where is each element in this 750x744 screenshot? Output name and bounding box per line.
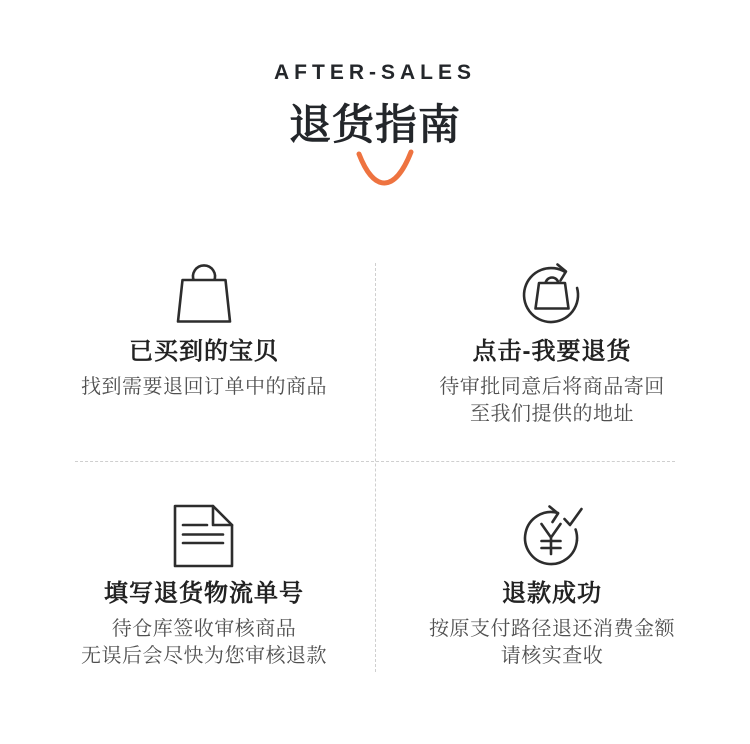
step-click-return — [376, 228, 750, 428]
step-title: 已买到的宝贝 — [129, 338, 279, 365]
orange-chevron-down-icon — [353, 149, 417, 191]
step-title: 填写退货物流单号 — [104, 580, 304, 607]
step-desc-line: 至我们提供的地址 — [470, 403, 634, 425]
step-desc-line: 待审批同意后将商品寄回 — [439, 376, 665, 398]
step-refund-success — [376, 462, 750, 670]
step-desc-line: 请核实查收 — [500, 645, 604, 667]
step-desc-line: 无误后会尽快为您审核退款 — [81, 645, 327, 667]
logistics-document-icon — [168, 500, 240, 572]
step-desc-line: 待仓库签收审核商品 — [111, 618, 297, 640]
shopping-bag-icon — [168, 258, 240, 330]
step-description — [81, 616, 327, 670]
refund-success-yen-check-icon — [516, 500, 588, 572]
page-title: 退货指南 — [288, 101, 461, 148]
step-desc-line: 按原支付路径退还消费金额 — [429, 618, 675, 640]
step-description — [439, 374, 665, 428]
eyebrow-text: AFTER-SALES — [274, 61, 476, 84]
step-description — [81, 374, 327, 401]
step-title: 退款成功 — [502, 580, 602, 607]
return-bag-circular-arrow-icon — [516, 258, 588, 330]
step-fill-logistics-number — [0, 462, 376, 670]
step-purchased-items — [0, 228, 376, 401]
step-title: 点击-我要退货 — [472, 338, 632, 365]
step-description — [429, 616, 675, 670]
step-desc-line: 找到需要退回订单中的商品 — [81, 376, 327, 398]
